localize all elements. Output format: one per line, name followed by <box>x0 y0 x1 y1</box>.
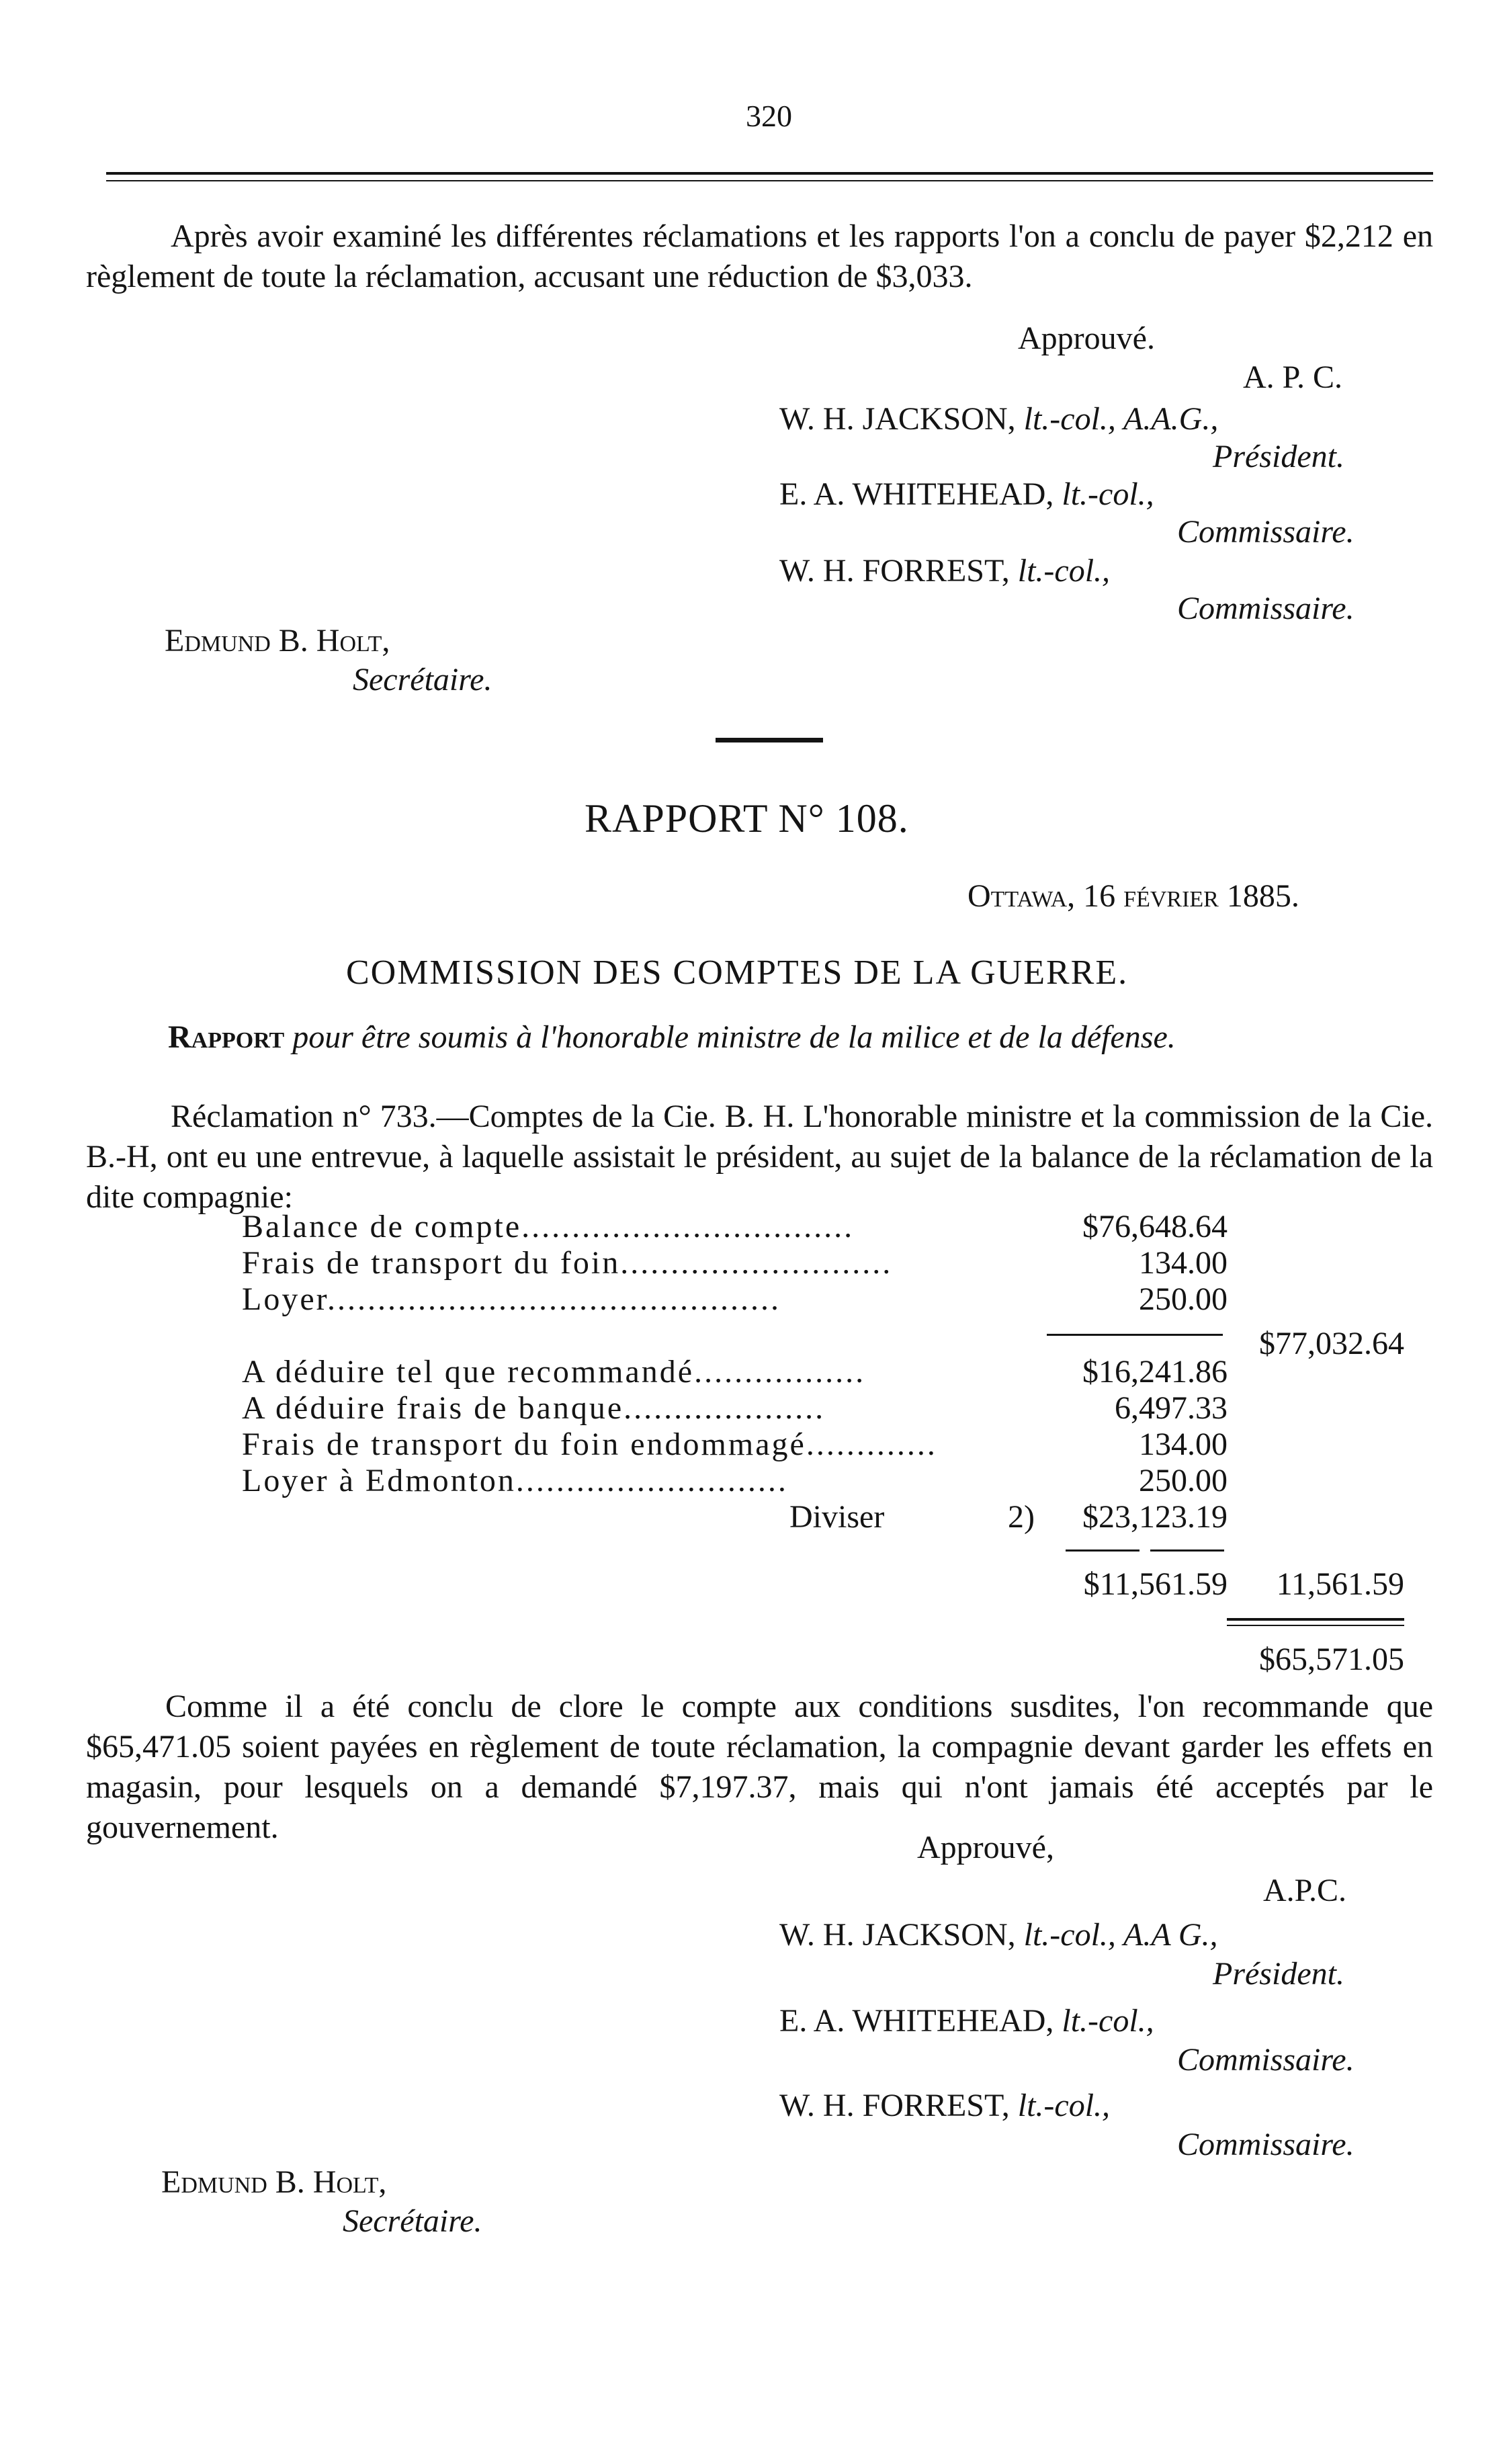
signer-jackson <box>779 1919 1217 1951</box>
final-total: $65,571.05 <box>1259 1642 1404 1677</box>
ledger-subtotal: $77,032.64 <box>1259 1326 1404 1361</box>
ledger-label: Frais de transport du foin........................... <box>242 1245 893 1281</box>
divide-by: 2) <box>1008 1499 1035 1535</box>
ledger-label: Balance de compte................................. <box>242 1209 855 1244</box>
signer-forrest <box>779 555 1110 587</box>
subtitle-lead: Rapport <box>168 1019 285 1055</box>
signer-jackson <box>779 403 1218 435</box>
signer-role-commissaire: Commissaire. <box>1177 514 1354 550</box>
ledger-value: 250.00 <box>1139 1281 1228 1317</box>
half-value: $11,561.59 <box>1083 1566 1228 1602</box>
signer-role-commissaire: Commissaire. <box>1177 2042 1354 2078</box>
approved-label: Approuvé, <box>917 1830 1054 1865</box>
conclusion-paragraph: Comme il a été conclu de clore le compte aux conditions susdites, l'on recommande que $65,471.05 soient payées en règlement de toute réclamation, la compagnie devant garder les effets en magasin, pour lesquels on a demandé $7,197.37, mais qui n'ont jamais été acceptés par le gouvernement. <box>86 1689 1433 1845</box>
secretary-name: Edmund B. Holt, <box>161 2164 387 2200</box>
ledger-rule <box>1150 1549 1224 1552</box>
approval-initials: A. P. C. <box>1243 359 1343 395</box>
total-rule <box>1227 1618 1404 1621</box>
signer-title: lt.-col., <box>1017 553 1111 589</box>
report-title: RAPPORT N° 108. <box>585 796 909 841</box>
ledger-label: A déduire tel que recommandé................. <box>242 1354 866 1390</box>
signer-title: lt.-col., <box>1062 2003 1154 2039</box>
section-separator <box>716 738 823 742</box>
total-rule <box>1227 1625 1404 1626</box>
ledger-value: 134.00 <box>1139 1245 1228 1281</box>
secretary-role: Secrétaire. <box>343 2203 482 2239</box>
signer-role-commissaire: Commissaire. <box>1177 2127 1354 2162</box>
header-rule-thick <box>106 172 1433 175</box>
ledger-rule <box>1047 1334 1223 1336</box>
half-carried: 11,561.59 <box>1276 1566 1404 1602</box>
intro-paragraph: Après avoir examiné les différentes réclamations et les rapports l'on a conclu de payer $2,212 en règlement de toute la réclamation, accusant une réduction de $3,033. <box>86 218 1433 294</box>
signer-title: lt.-col., A.A.G., <box>1023 401 1219 437</box>
divide-label: Diviser <box>789 1499 885 1535</box>
signer-title: lt.-col., A.A G., <box>1023 1917 1218 1953</box>
signer-title: lt.-col., <box>1062 476 1154 512</box>
ledger-value: $76,648.64 <box>1082 1209 1228 1244</box>
ledger-value: 6,497.33 <box>1115 1390 1228 1426</box>
signer-role-commissaire: Commissaire. <box>1177 591 1354 626</box>
approval-initials: A.P.C. <box>1263 1873 1347 1908</box>
signer-name: W. H. JACKSON, <box>779 401 1016 437</box>
signer-title: lt.-col., <box>1017 2088 1111 2123</box>
ledger-value: 250.00 <box>1139 1463 1228 1498</box>
signer-name: E. A. WHITEHEAD, <box>779 2003 1054 2039</box>
signer-name: W. H. JACKSON, <box>779 1917 1016 1953</box>
ledger-value: 134.00 <box>1139 1427 1228 1462</box>
secretary-role: Secrétaire. <box>353 662 492 697</box>
ledger-label: Loyer............................................. <box>242 1281 781 1317</box>
ledger-value: $16,241.86 <box>1082 1354 1228 1390</box>
commission-heading: COMMISSION DES COMPTES DE LA GUERRE. <box>346 953 1129 992</box>
page-number: 320 <box>746 99 792 133</box>
report-subtitle <box>168 1021 1176 1054</box>
signer-name: W. H. FORREST, <box>779 2088 1010 2123</box>
signer-whitehead <box>779 2005 1154 2037</box>
ledger-value: $23,123.19 <box>1082 1499 1228 1535</box>
signer-name: E. A. WHITEHEAD, <box>779 476 1054 512</box>
signer-whitehead <box>779 478 1154 511</box>
approved-label: Approuvé. <box>1018 321 1155 356</box>
signer-role-president: Président. <box>1213 439 1344 474</box>
signer-forrest <box>779 2090 1110 2122</box>
ledger-label: A déduire frais de banque.................... <box>242 1390 826 1426</box>
subtitle-rest: pour être soumis à l'honorable ministre de la milice et de la défense. <box>292 1019 1176 1055</box>
signer-name: W. H. FORREST, <box>779 553 1010 589</box>
report-place-date: Ottawa, 16 février 1885. <box>968 878 1299 914</box>
ledger-label: Loyer à Edmonton........................... <box>242 1463 788 1498</box>
header-rule-thin <box>106 180 1433 181</box>
secretary-name: Edmund B. Holt, <box>165 623 390 659</box>
ledger-label: Frais de transport du foin endommagé............. <box>242 1427 937 1462</box>
ledger-rule <box>1066 1549 1140 1552</box>
signer-role-president: Président. <box>1213 1956 1344 1992</box>
claim-paragraph: Réclamation n° 733.—Comptes de la Cie. B. H. L'honorable ministre et la commission de la Cie. B.-H, ont eu une entrevue, à laquelle assistait le président, au sujet de la balance de la réclamation de la dite compagnie: <box>86 1099 1433 1215</box>
